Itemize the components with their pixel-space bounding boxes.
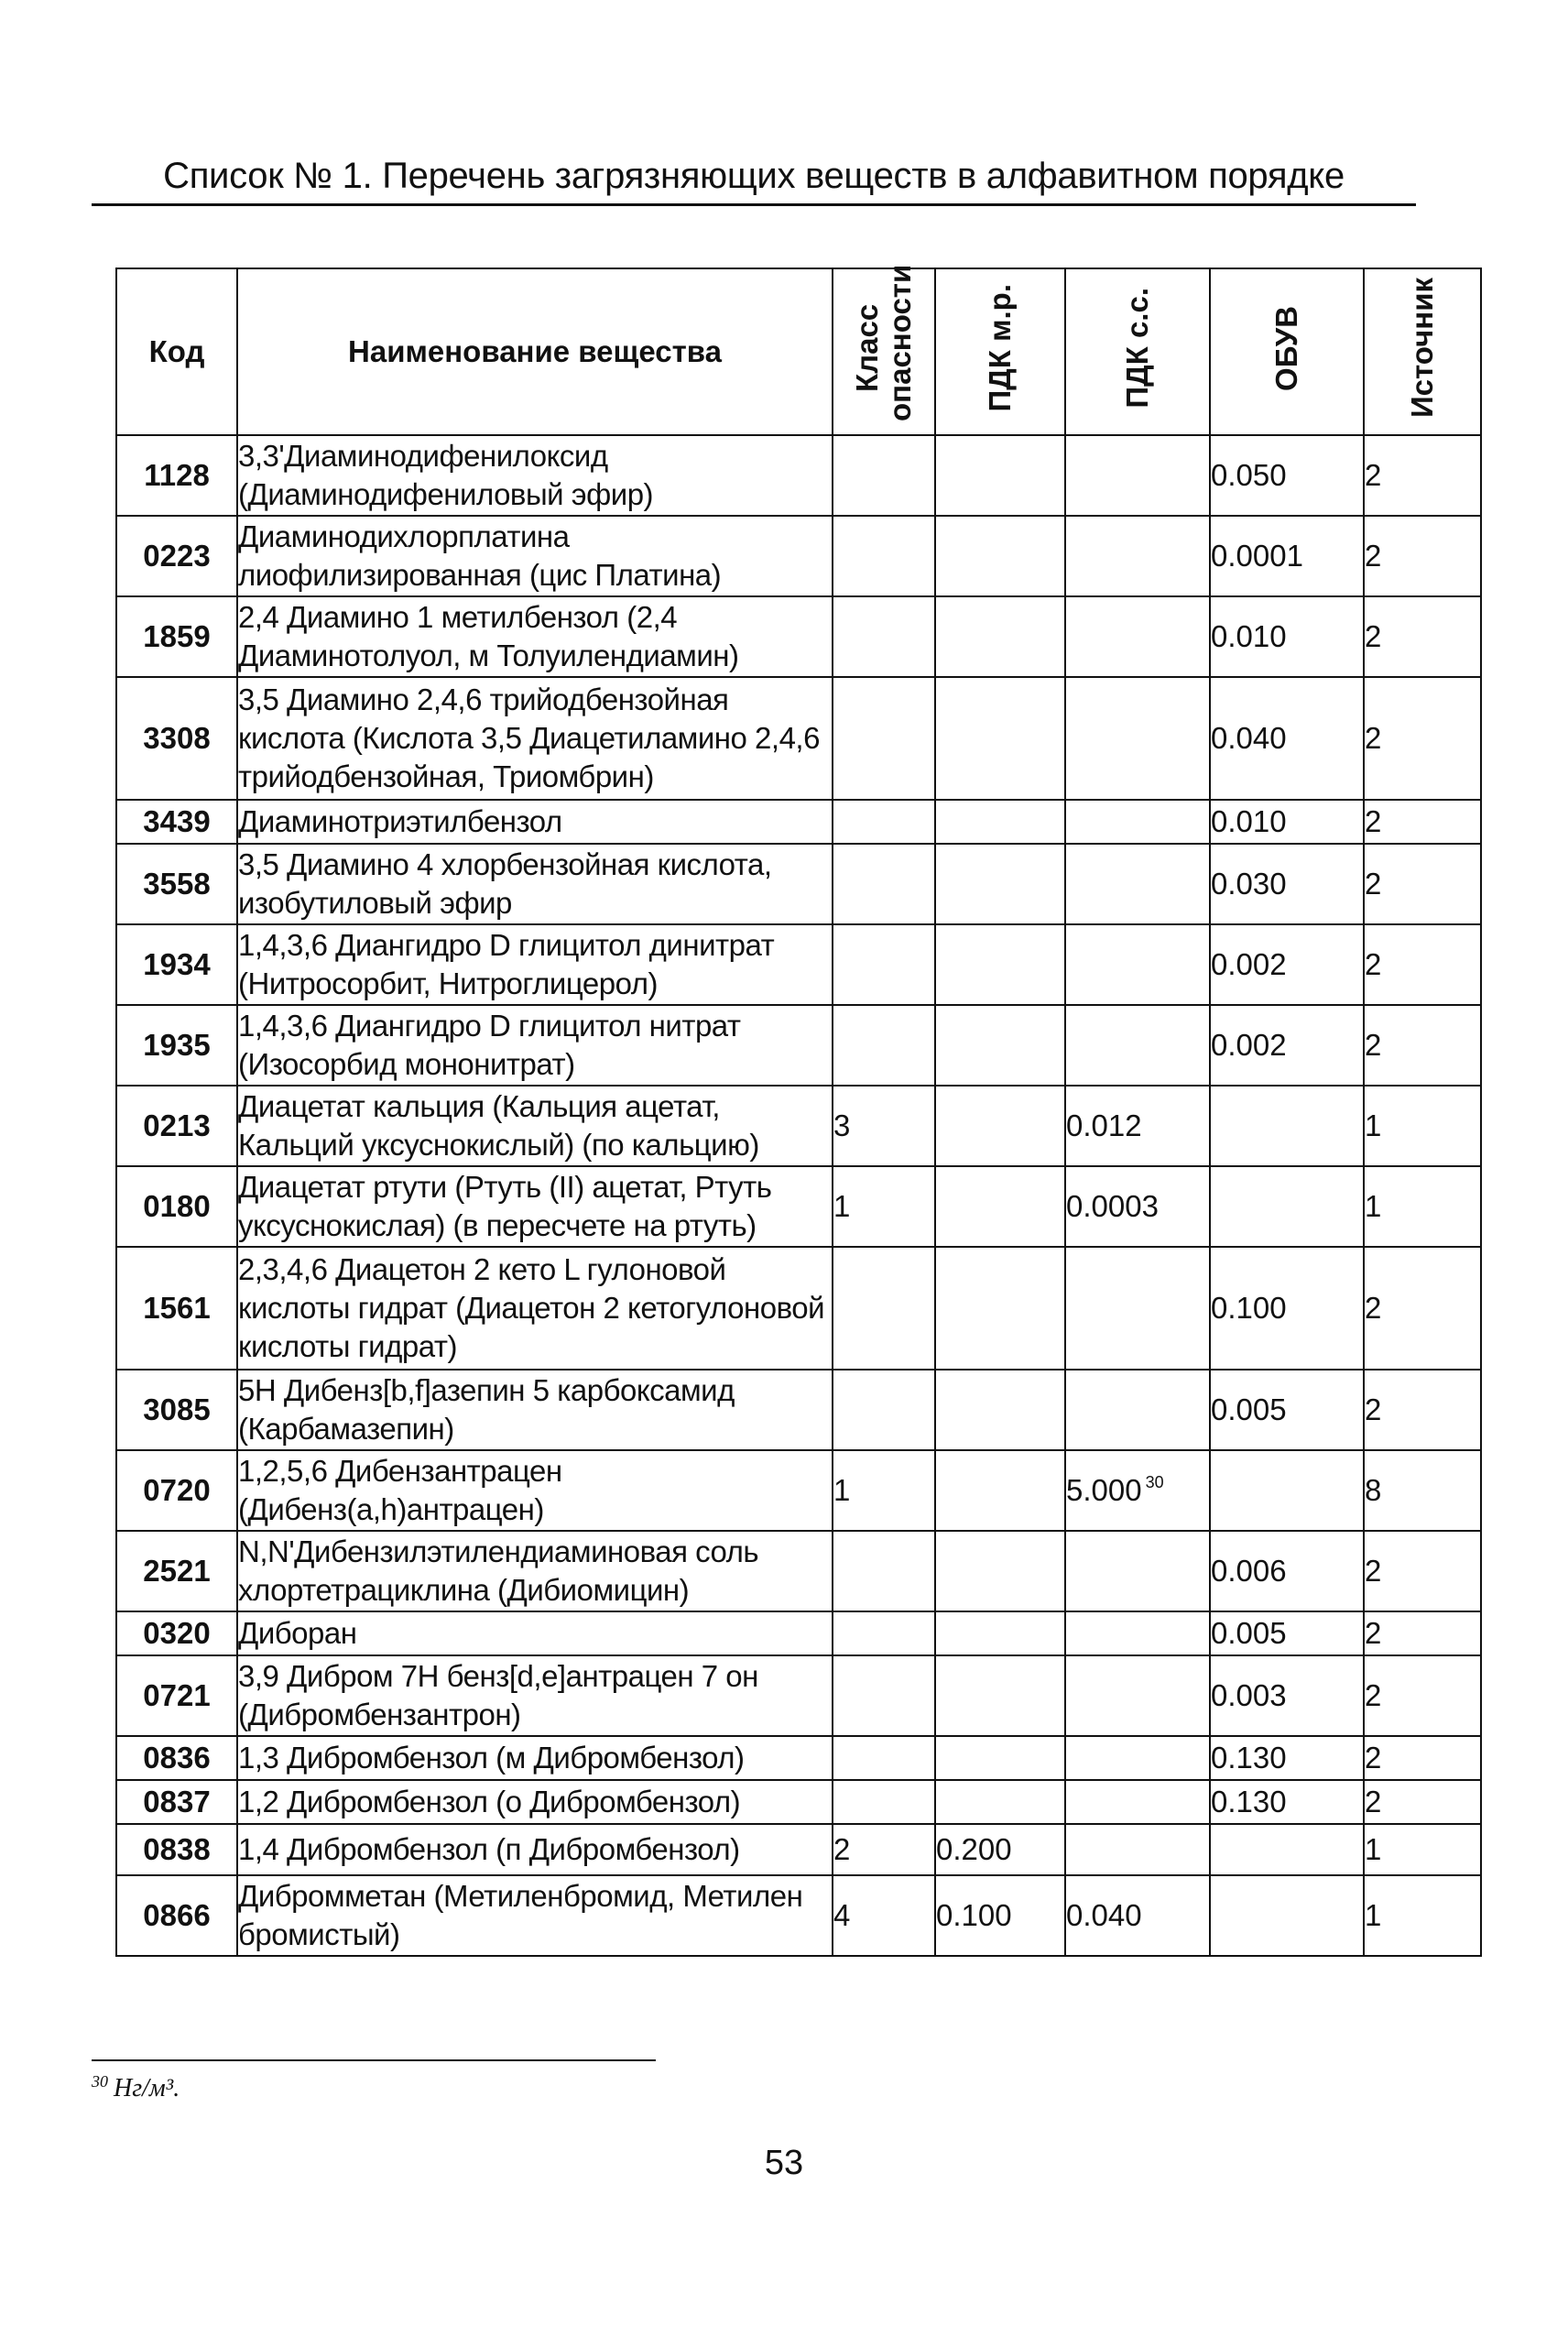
substances-table	[115, 264, 1482, 1957]
source-cell: 1	[1364, 1166, 1481, 1247]
header-obuv: ОБУВ	[1210, 268, 1364, 435]
pdk-ss-cell	[1065, 924, 1210, 1005]
substance-code: 0838	[116, 1824, 237, 1875]
pdk-mr-cell	[935, 1005, 1065, 1086]
source-cell: 2	[1364, 1780, 1481, 1824]
table-row	[116, 1531, 1481, 1611]
table-row	[116, 677, 1481, 800]
table-row	[116, 1611, 1481, 1655]
pdk-ss-cell	[1065, 596, 1210, 677]
pdk-ss-cell	[1065, 1531, 1210, 1611]
substance-name: 3,9 Дибром 7H бенз[d,e]антрацен 7 он (Дибромбензантрон)	[237, 1655, 833, 1736]
substance-code: 3439	[116, 800, 237, 844]
header-code: Код	[116, 268, 237, 435]
source-cell: 2	[1364, 1736, 1481, 1780]
substance-name: 1,3 Дибромбензол (м Дибромбензол)	[237, 1736, 833, 1780]
obuv-cell	[1210, 1875, 1364, 1956]
substance-name: 1,4 Дибромбензол (п Дибромбензол)	[237, 1824, 833, 1875]
hazard-class-cell	[833, 596, 935, 677]
obuv-cell: 0.005	[1210, 1370, 1364, 1450]
pdk-mr-cell	[935, 435, 1065, 516]
hazard-class-cell	[833, 1611, 935, 1655]
table-row	[116, 1875, 1481, 1956]
pdk-mr-cell	[935, 1655, 1065, 1736]
substance-name: Диацетат кальция (Кальция ацетат, Кальций уксуснокислый) (по кальцию)	[237, 1086, 833, 1166]
substance-code: 3558	[116, 844, 237, 924]
obuv-cell: 0.0001	[1210, 516, 1364, 596]
page-number: 53	[764, 2144, 804, 2182]
header-pdk-mr: ПДК м.р.	[935, 268, 1065, 435]
substance-code: 3308	[116, 677, 237, 800]
pdk-ss-cell	[1065, 844, 1210, 924]
hazard-class-cell	[833, 1736, 935, 1780]
table-row	[116, 435, 1481, 516]
table-row	[116, 1736, 1481, 1780]
pdk-mr-cell	[935, 1780, 1065, 1824]
footnote-mark: 30	[92, 2072, 108, 2091]
hazard-class-cell	[833, 435, 935, 516]
hazard-class-cell	[833, 1005, 935, 1086]
pdk-mr-cell	[935, 677, 1065, 800]
substance-name: 3,3'Диаминодифенилоксид (Диаминодифениловый эфир)	[237, 435, 833, 516]
substance-code: 0837	[116, 1780, 237, 1824]
substance-code: 1128	[116, 435, 237, 516]
pdk-ss-cell: 0.040	[1065, 1875, 1210, 1956]
obuv-cell: 0.010	[1210, 596, 1364, 677]
pdk-mr-cell	[935, 596, 1065, 677]
footnote-text: Нг/м³.	[114, 2074, 180, 2102]
hazard-class-cell: 2	[833, 1824, 935, 1875]
substance-code: 3085	[116, 1370, 237, 1450]
footnote-ref: 30	[1145, 1473, 1164, 1491]
source-cell: 2	[1364, 596, 1481, 677]
pdk-mr-cell	[935, 1247, 1065, 1370]
pdk-ss-cell	[1065, 516, 1210, 596]
obuv-cell: 0.130	[1210, 1736, 1364, 1780]
obuv-cell: 0.003	[1210, 1655, 1364, 1736]
hazard-class-cell	[833, 800, 935, 844]
table-row	[116, 1824, 1481, 1875]
pdk-ss-cell	[1065, 1611, 1210, 1655]
pdk-ss-cell	[1065, 435, 1210, 516]
table-row	[116, 800, 1481, 844]
hazard-class-cell: 4	[833, 1875, 935, 1956]
pdk-ss-cell	[1065, 1736, 1210, 1780]
obuv-cell: 0.100	[1210, 1247, 1364, 1370]
source-cell: 2	[1364, 1005, 1481, 1086]
source-cell: 1	[1364, 1875, 1481, 1956]
obuv-cell: 0.006	[1210, 1531, 1364, 1611]
table-row	[116, 924, 1481, 1005]
substance-name: 1,2,5,6 Дибензантрацен (Дибенз(a,h)антрацен)	[237, 1450, 833, 1531]
pdk-ss-cell	[1065, 800, 1210, 844]
substance-code: 1934	[116, 924, 237, 1005]
source-cell: 2	[1364, 435, 1481, 516]
substance-name: 3,5 Диамино 4 хлорбензойная кислота, изобутиловый эфир	[237, 844, 833, 924]
substance-code: 2521	[116, 1531, 237, 1611]
hazard-class-cell: 1	[833, 1166, 935, 1247]
pdk-mr-cell	[935, 1450, 1065, 1531]
obuv-cell: 0.002	[1210, 924, 1364, 1005]
source-cell: 1	[1364, 1086, 1481, 1166]
table-body	[116, 435, 1481, 1956]
pdk-mr-cell	[935, 1370, 1065, 1450]
substance-code: 0721	[116, 1655, 237, 1736]
pdk-mr-cell	[935, 800, 1065, 844]
substance-name: Дибромметан (Метиленбромид, Метилен бромистый)	[237, 1875, 833, 1956]
substance-name: N,N'Дибензилэтилендиаминовая соль хлортетрациклина (Дибиомицин)	[237, 1531, 833, 1611]
source-cell: 2	[1364, 677, 1481, 800]
pdk-mr-cell	[935, 1611, 1065, 1655]
obuv-cell: 0.040	[1210, 677, 1364, 800]
pdk-mr-cell: 0.200	[935, 1824, 1065, 1875]
substance-code: 0320	[116, 1611, 237, 1655]
table-row	[116, 1450, 1481, 1531]
hazard-class-cell	[833, 1370, 935, 1450]
obuv-cell: 0.130	[1210, 1780, 1364, 1824]
source-cell: 2	[1364, 1370, 1481, 1450]
source-cell: 2	[1364, 844, 1481, 924]
source-cell: 2	[1364, 1611, 1481, 1655]
hazard-class-cell	[833, 677, 935, 800]
table-row	[116, 596, 1481, 677]
hazard-class-cell	[833, 1247, 935, 1370]
substance-code: 1935	[116, 1005, 237, 1086]
substance-code: 0836	[116, 1736, 237, 1780]
table-row	[116, 1370, 1481, 1450]
pdk-mr-cell	[935, 516, 1065, 596]
source-cell: 8	[1364, 1450, 1481, 1531]
header-hazard-class: Класс опасности	[833, 268, 935, 435]
hazard-class-cell	[833, 1780, 935, 1824]
obuv-cell: 0.002	[1210, 1005, 1364, 1086]
substance-name: 2,4 Диамино 1 метилбензол (2,4 Диаминотолуол, м Толуилендиамин)	[237, 596, 833, 677]
substance-name: Диборан	[237, 1611, 833, 1655]
substance-name: 1,2 Дибромбензол (о Дибромбензол)	[237, 1780, 833, 1824]
substance-name: Диаминотриэтилбензол	[237, 800, 833, 844]
substance-code: 0720	[116, 1450, 237, 1531]
pdk-mr-cell	[935, 1736, 1065, 1780]
obuv-cell: 0.010	[1210, 800, 1364, 844]
table-row	[116, 516, 1481, 596]
source-cell: 2	[1364, 1655, 1481, 1736]
pdk-ss-cell	[1065, 1005, 1210, 1086]
table-row	[116, 1780, 1481, 1824]
footnote	[92, 2072, 180, 2103]
table-row	[116, 1086, 1481, 1166]
pdk-ss-cell	[1065, 1247, 1210, 1370]
pdk-ss-cell	[1065, 1824, 1210, 1875]
hazard-class-cell	[833, 1655, 935, 1736]
table-header-row	[116, 268, 1481, 435]
hazard-class-cell: 1	[833, 1450, 935, 1531]
pdk-mr-cell: 0.100	[935, 1875, 1065, 1956]
obuv-cell: 0.030	[1210, 844, 1364, 924]
table-row	[116, 1655, 1481, 1736]
source-cell: 1	[1364, 1824, 1481, 1875]
pdk-ss-cell	[1065, 677, 1210, 800]
source-cell: 2	[1364, 1531, 1481, 1611]
table-row	[116, 1166, 1481, 1247]
obuv-cell	[1210, 1166, 1364, 1247]
hazard-class-cell	[833, 924, 935, 1005]
substance-name: 5H Дибенз[b,f]азепин 5 карбоксамид (Карбамазепин)	[237, 1370, 833, 1450]
source-cell: 2	[1364, 516, 1481, 596]
pdk-ss-cell: 0.012	[1065, 1086, 1210, 1166]
pdk-ss-cell: 0.0003	[1065, 1166, 1210, 1247]
table-row	[116, 844, 1481, 924]
substance-name: 1,4,3,6 Диангидро D глицитол динитрат (Нитросорбит, Нитроглицерол)	[237, 924, 833, 1005]
obuv-cell	[1210, 1824, 1364, 1875]
pdk-mr-cell	[935, 1531, 1065, 1611]
substance-code: 1561	[116, 1247, 237, 1370]
page-title: Список № 1. Перечень загрязняющих веществ в алфавитном порядке	[92, 154, 1416, 206]
substance-name: 2,3,4,6 Диацетон 2 кето L гулоновой кислоты гидрат (Диацетон 2 кетогулоновой кислоты гидрат)	[237, 1247, 833, 1370]
substance-code: 0180	[116, 1166, 237, 1247]
header-name: Наименование вещества	[237, 268, 833, 435]
hazard-class-cell: 3	[833, 1086, 935, 1166]
substance-code: 0866	[116, 1875, 237, 1956]
substance-name: 1,4,3,6 Диангидро D глицитол нитрат (Изосорбид мононитрат)	[237, 1005, 833, 1086]
hazard-class-cell	[833, 516, 935, 596]
table-row	[116, 1247, 1481, 1370]
substance-code: 0223	[116, 516, 237, 596]
pdk-ss-cell	[1065, 1655, 1210, 1736]
substance-code: 0213	[116, 1086, 237, 1166]
substance-name: Диаминодихлорплатина лиофилизированная (цис Платина)	[237, 516, 833, 596]
table-row	[116, 1005, 1481, 1086]
substance-code: 1859	[116, 596, 237, 677]
pdk-mr-cell	[935, 1166, 1065, 1247]
substance-name: 3,5 Диамино 2,4,6 трийодбензойная кислота (Кислота 3,5 Диацетиламино 2,4,6 трийодбензойная, Триомбрин)	[237, 677, 833, 800]
source-cell: 2	[1364, 1247, 1481, 1370]
pdk-ss-cell	[1065, 1370, 1210, 1450]
header-source: Источник	[1364, 268, 1481, 435]
pdk-mr-cell	[935, 924, 1065, 1005]
obuv-cell	[1210, 1450, 1364, 1531]
obuv-cell	[1210, 1086, 1364, 1166]
obuv-cell: 0.005	[1210, 1611, 1364, 1655]
source-cell: 2	[1364, 800, 1481, 844]
source-cell: 2	[1364, 924, 1481, 1005]
pdk-ss-cell: 5.000 $^{30}$	[1065, 1450, 1210, 1531]
footnote-rule	[92, 2059, 656, 2061]
substance-name: Диацетат ртути (Ртуть (II) ацетат, Ртуть уксуснокислая) (в пересчете на ртуть)	[237, 1166, 833, 1247]
hazard-class-cell	[833, 844, 935, 924]
obuv-cell: 0.050	[1210, 435, 1364, 516]
pdk-ss-cell	[1065, 1780, 1210, 1824]
header-pdk-ss: ПДК с.с.	[1065, 268, 1210, 435]
pdk-mr-cell	[935, 844, 1065, 924]
pdk-mr-cell	[935, 1086, 1065, 1166]
hazard-class-cell	[833, 1531, 935, 1611]
